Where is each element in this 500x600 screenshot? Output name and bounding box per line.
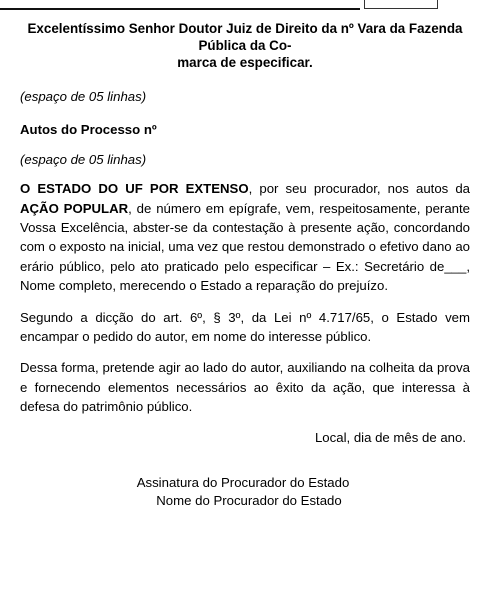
paragraph-1-text-b: , de número em epígrafe, vem, respeitosamente, perante Vossa Excelência, abster-se da contestação à presente ação, concordando com o exposto na inicial, uma vez que restou demonstrado o efetivo dano ao erário público, pelo ato praticado pelo especificar – Ex.: Secretário de___, Nome completo, merecendo o Estado a reparação do prejuízo. [20,200,470,294]
signature-line: Assinatura do Procurador do Estado [136,475,350,491]
document-heading [20,20,470,71]
spacing-note-2: (espaço de 05 linhas) [20,151,147,167]
signature-block [20,474,470,510]
spacing-note-1: (espaço de 05 linhas) [20,89,147,104]
paragraph-1 [20,179,470,295]
place-date: Local, dia de mês de ano. [314,429,466,445]
heading-line-2: marca de especificar. [177,55,313,70]
corner-box [364,0,438,9]
document-body [20,20,470,510]
signer-name: Nome do Procurador do Estado [156,493,342,509]
action-name: AÇÃO POPULAR [20,200,129,216]
party-name: O ESTADO DO UF POR EXTENSO [20,181,249,197]
paragraph-3: Dessa forma, pretende agir ao lado do autor, auxiliando na colheita da prova e fornecendo elementos necessários ao êxito da ação, que interessa à defesa do patrimônio público. [20,360,470,415]
paragraph-1-text-a: , por seu procurador, nos autos da [248,181,470,197]
process-label: Autos do Processo nº [20,122,157,138]
top-border-line [0,8,360,10]
heading-line-1: Excelentíssimo Senhor Doutor Juiz de Direito da nº Vara da Fazenda Pública da Co- [27,21,463,53]
paragraph-2: Segundo a dicção do art. 6º, § 3º, da Lei nº 4.717/65, o Estado vem encampar o pedido do autor, em nome do interesse público. [20,309,470,345]
